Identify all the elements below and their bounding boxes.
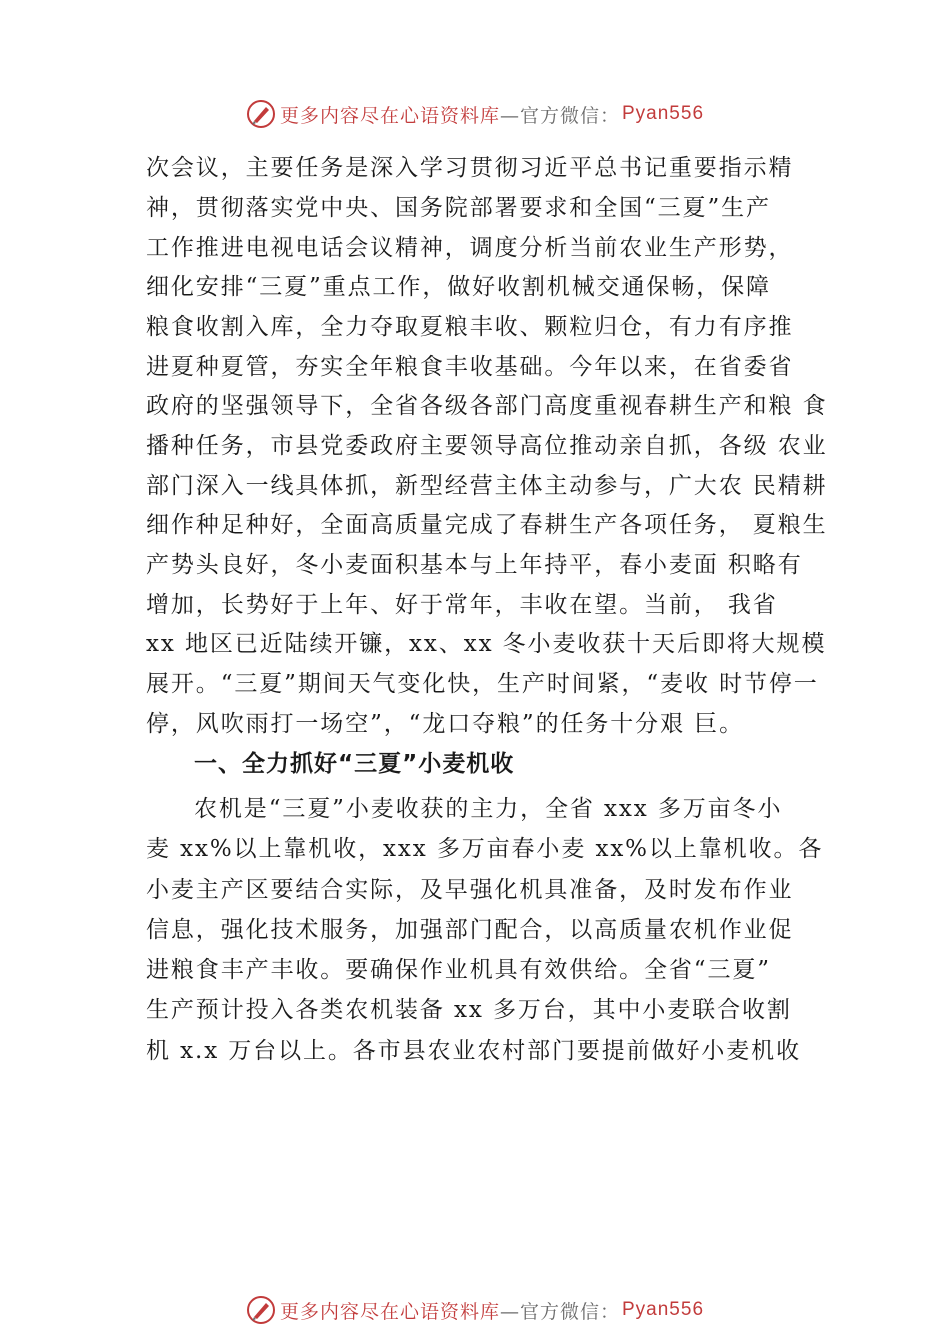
paragraph-line: 神，贯彻落实党中央、国务院部署要求和全国“三夏”生产	[146, 195, 771, 221]
watermark-brand-text: 更多内容尽在心语资料库	[279, 1300, 500, 1323]
pen-logo-icon	[246, 99, 276, 129]
section-paragraph-line: 生产预计投入各类农机装备 xx 多万台，其中小麦联合收割	[146, 997, 792, 1023]
paragraph-line: 播种任务，市县党委政府主要领导高位推动亲自抓，各级 农业	[146, 433, 828, 459]
paragraph-line: 政府的坚强领导下，全省各级各部门高度重视春耕生产和粮 食	[146, 393, 828, 419]
watermark-wechat-label: —官方微信：	[499, 104, 620, 127]
section-paragraph-line: 进粮食丰产丰收。要确保作业机具有效供给。全省“三夏”	[146, 957, 771, 983]
watermark-wechat-id: Pyan556	[622, 1299, 705, 1320]
section-heading: 一、全力抓好“三夏”小麦机收	[194, 751, 515, 777]
paragraph-line: 次会议，主要任务是深入学习贯彻习近平总书记重要指示精	[146, 155, 794, 181]
section-paragraph-line: 小麦主产区要结合实际，及早强化机具准备，及时发布作业	[146, 877, 794, 903]
watermark-wechat-id: Pyan556	[622, 103, 705, 124]
watermark-wechat-label: —官方微信：	[499, 1300, 620, 1323]
paragraph-line: 产势头良好，冬小麦面积基本与上年持平，春小麦面 积略有	[146, 552, 803, 578]
section-paragraph-line: 机 x.x 万台以上。各市县农业农村部门要提前做好小麦机收	[146, 1038, 801, 1064]
pen-logo-icon	[246, 1295, 276, 1325]
paragraph-line: 部门深入一线具体抓，新型经营主体主动参与，广大农 民精耕	[146, 473, 828, 499]
paragraph-line: xx 地区已近陆续开镰，xx、xx 冬小麦收获十天后即将大规模	[146, 631, 827, 657]
section-paragraph-line: 信息，强化技术服务，加强部门配合，以高质量农机作业促	[146, 917, 794, 943]
section-paragraph-line: 农机是“三夏”小麦收获的主力，全省 xxx 多万亩冬小	[194, 796, 783, 822]
header-watermark	[0, 94, 950, 134]
paragraph-line: 展开。“三夏”期间天气变化快，生产时间紧，“麦收 时节停一	[146, 671, 819, 697]
paragraph-line: 增加，长势好于上年、好于常年，丰收在望。当前， 我省	[146, 592, 778, 618]
paragraph-line: 停，风吹雨打一场空”，“龙口夺粮”的任务十分艰 巨。	[146, 711, 744, 737]
watermark-brand-text: 更多内容尽在心语资料库	[279, 104, 500, 127]
footer-watermark	[0, 1290, 950, 1330]
paragraph-line: 进夏种夏管，夯实全年粮食丰收基础。今年以来，在省委省	[146, 354, 794, 380]
paragraph-line: 工作推进电视电话会议精神，调度分析当前农业生产形势，	[146, 235, 794, 261]
section-paragraph-line: 麦 xx%以上靠机收，xxx 多万亩春小麦 xx%以上靠机收。各	[146, 836, 824, 862]
paragraph-line: 细化安排“三夏”重点工作，做好收割机械交通保畅，保障	[146, 274, 771, 300]
paragraph-line: 粮食收割入库，全力夺取夏粮丰收、颗粒归仓，有力有序推	[146, 314, 794, 340]
paragraph-line: 细作种足种好，全面高质量完成了春耕生产各项任务， 夏粮生	[146, 512, 828, 538]
